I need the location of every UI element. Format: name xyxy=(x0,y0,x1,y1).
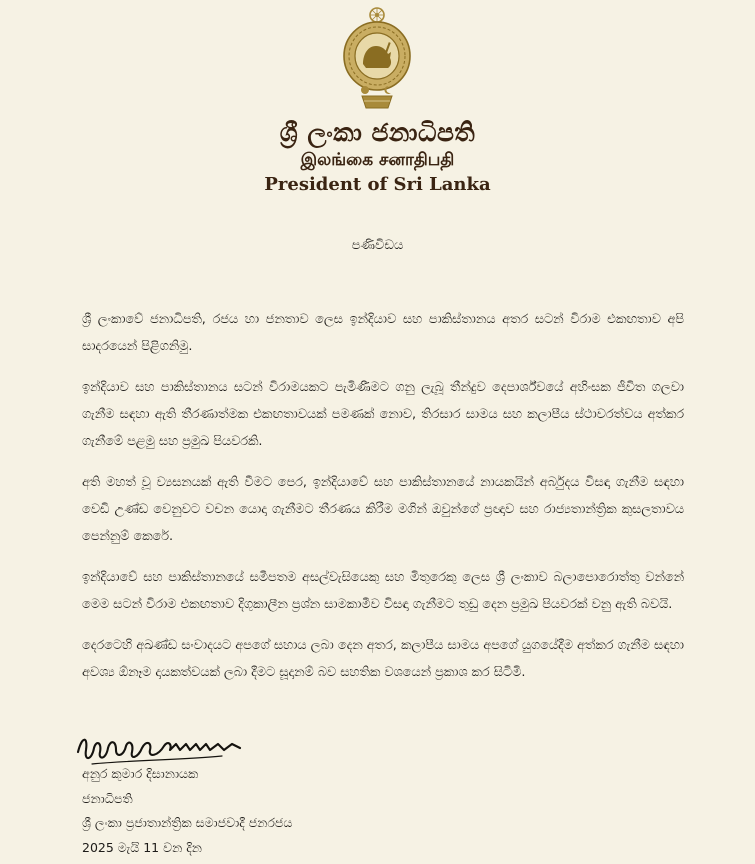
letterhead-sinhala: ශ්‍රී ලංකා ජනාධිපති xyxy=(279,118,476,147)
letter-body xyxy=(82,306,684,700)
paragraph-3: අති මහත් වූ ව්‍යසනයක් ඇති වීමට පෙර, ඉන්දියාවේ සහ පාකිස්තානයේ නායකයින් අර්බුදය විසඳා ගැනීම සඳහා වෙඩි උණ්ඩ වෙනුවට වචන යොදා ගැනීමට තීරණය කිරීම මගින් ඔවුන්ගේ ප්‍රඥාව සහ රාජ්‍යතාන්ත්‍රික කුසලතාවය පෙන්නුම් කෙරේ. xyxy=(82,475,684,544)
paragraph-2: ඉන්දියාව සහ පාකිස්තානය සටන් විරාමයකට පැමිණීමට ගනු ලැබූ තීන්දුව දෙපාර්ශ්වයේ අහිංසක ජීවිත ගලවා ගැනීම සඳහා ඇති තීරණාත්මක එකඟතාවයක් පමණක් නොව, තිරසාර සාමය සහ කලාපීය ස්ථාවරත්වය අත්කර ගැනීමේ පළමු සහ ප්‍රමුඛ පියවරකි. xyxy=(82,380,684,449)
letter-title: පණිවිඩය xyxy=(351,238,404,253)
letter-date: 2025 මැයි 11 වන දින xyxy=(82,839,202,855)
signatory-country: ශ්‍රී ලංකා ප්‍රජාතාන්ත්‍රික සමාජවාදී ජනරජය xyxy=(82,815,293,830)
signature-block xyxy=(82,762,292,860)
sri-lanka-emblem-icon xyxy=(338,4,416,110)
signatory-name: අනුර කුමාර දිසානායක xyxy=(82,766,199,781)
paragraph-5: දෙරටෙහි අඛණ්ඩ සංවාදයට අපගේ සහාය ලබා දෙන අතර, කලාපීය සාමය අපගේ යුගයේදීම අත්කර ගැනීම සඳහා අවශ්‍ය ඕනෑම දායකත්වයක් ලබා දීමට සූදානම් බව සහතික වශයෙන් ප්‍රකාශ කර සිටිමි. xyxy=(82,638,684,680)
letterhead-english: President of Sri Lanka xyxy=(264,174,491,195)
signatory-title: ජනාධිපති xyxy=(82,790,133,806)
paragraph-1: ශ්‍රී ලංකාවේ ජනාධිපති, රජය හා ජනතාව ලෙස ඉන්දියාව සහ පාකිස්තානය අතර සටන් විරාම එකඟතාව අපි සාදරයෙන් පිළිගනිමු. xyxy=(82,312,684,354)
letterhead-tamil: இலங்கை சனாதிபதி xyxy=(300,150,455,170)
paragraph-4: ඉන්දියාවේ සහ පාකිස්තානයේ සමීපතම අසල්වැසියෙකු සහ මිතුරෙකු ලෙස ශ්‍රී ලංකාව බලාපොරොත්තු වන්නේ මෙම සටන් විරාම එකඟතාව දිගුකාලීන ප්‍රශ්න සාමකාමීව විසඳා ගැනීමට තුඩු දෙන ප්‍රමුඛ පියවරක් වනු ඇති බවයි. xyxy=(82,570,684,612)
